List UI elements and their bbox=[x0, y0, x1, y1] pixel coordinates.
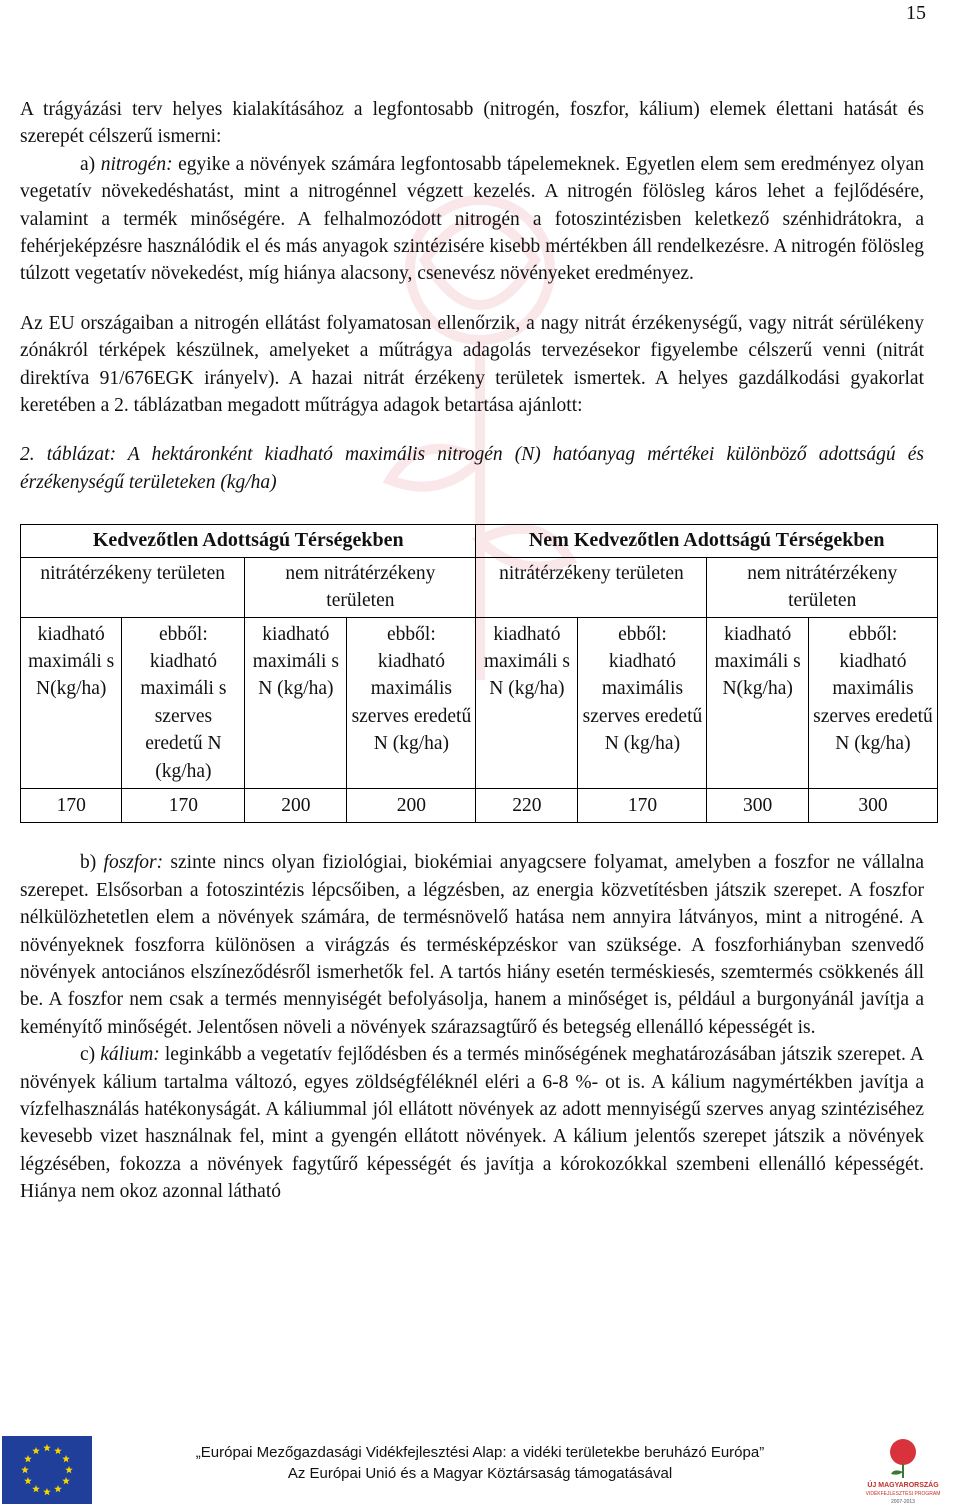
table-column-header: ebből: kiadható maximális szerves eredetű N (kg/ha) bbox=[578, 617, 707, 788]
footer-line-1: „Európai Mezőgazdasági Vidékfejlesztési Alap: a vidéki területekbe beruházó Európa” bbox=[195, 1444, 765, 1461]
table-column-header: kiadható maximáli s N(kg/ha) bbox=[707, 617, 808, 788]
table-cell: 300 bbox=[707, 788, 808, 822]
table-cell: 220 bbox=[476, 788, 578, 822]
page-number: 15 bbox=[906, 2, 926, 24]
uj-magyarorszag-logo bbox=[850, 1434, 956, 1506]
potassium-term: kálium: bbox=[100, 1044, 160, 1066]
table-group-header: Nem Kedvezőtlen Adottságú Térségekben bbox=[476, 525, 938, 557]
phosphorus-text: szinte nincs olyan fiziológiai, biokémiai anyagcsere folyamat, amelyben a foszfor ne vállalna szerepet. Elsősorban a fotoszintézis lépcsőiben, a légzésben, az energia közvetítésben játszik szerepet. A foszfor nélkülözhetetlen elem a növények számára, de termésnövelő hatása nem annyira látványos, mint a nitrogéné. A növényeknek foszforra különösen a virágzás és termésképzéskor van szüksége. A foszforhiányban szenvedő növények antociános elszíneződésről ismerhetők fel. A tartós hiány esetén terméskiesés, szemtermés csökkenés áll be. A foszfor nem csak a termés mennyiségét befolyásolja, hanem a minőséget is, például a burgonyánál javítja a keményítő minőségét. Jelentősen növeli a növények szárazsagtűrő és betegség ellenálló képességét is. bbox=[20, 852, 925, 1038]
nitrogen-term: nitrogén: bbox=[100, 153, 173, 175]
table-cell: 200 bbox=[245, 788, 347, 822]
potassium-prefix: c) bbox=[80, 1044, 101, 1066]
table-caption: 2. táblázat: A hektáronként kiadható maximális nitrogén (N) hatóanyag mértékei különböző adottságú és érzékenységű területeken (kg/ha) bbox=[20, 444, 924, 493]
table-column-header: kiadható maximáli s N (kg/ha) bbox=[476, 617, 578, 788]
table-cell: 200 bbox=[347, 788, 476, 822]
table-cell: 170 bbox=[578, 788, 707, 822]
table-column-header: ebből: kiadható maximális szerves eredetű N (kg/ha) bbox=[347, 617, 476, 788]
footer-line-2: Az Európai Unió és a Magyar Köztársaság támogatásával bbox=[287, 1465, 673, 1482]
potassium-paragraph bbox=[20, 1041, 924, 1205]
nitrogen-prefix: a) bbox=[80, 153, 101, 175]
intro-paragraph: A trágyázási terv helyes kialakításához a legfontosabb (nitrogén, foszfor, kálium) elemek élettani hatását és szerepét célszerű ismerni: bbox=[20, 99, 924, 148]
page-footer bbox=[0, 1432, 960, 1508]
nitrogen-text: egyike a növények számára legfontosabb tápelemeknek. Egyetlen elem sem eredményez olyan vegetatív növekedéshatást, mint a nitrogénnel végzett kezelés. A nitrogén fölösleg káros lehet a fejlődésére, valamint a termék minőségére. A felhalmozódott nitrogén a fotoszintézisben keletkező szénhidrátokra, a fehérjeképzésre használódik el és más anyagok szintézisére kisebb mértékben áll rendelkezésre. A nitrogén fölösleg túlzott vegetatív növekedést, míg hiánya alacsony, csenevész növényeket eredményez. bbox=[20, 153, 924, 285]
table-column-header: kiadható maximáli s N(kg/ha) bbox=[21, 617, 122, 788]
potassium-text: leginkább a vegetatív fejlődésben és a termés minőségének meghatározásában játszik szerepet. A növények kálium tartalma változó, egyes zöldségféléknél eléri a 6-8 %- ot is. A kálium nagymértékben javítja a vízfelhasználás hatékonyságát. A káliummal jól ellátott növények az adott mennyiségű szerves anyag szintéziséhez kevesebb vizet használnak fel, mint a gyengén ellátott növények. A kálium jelentős szerepet játszik a növények légzésében, fokozza a növények fagytűrő képességét és javítja a kórokozókkal szembeni ellenálló képességét. Hiánya nem okoz azonnal látható bbox=[20, 1044, 925, 1203]
table-group-header: Kedvezőtlen Adottságú Térségekben bbox=[21, 525, 476, 557]
svg-text:2007-2013: 2007-2013 bbox=[891, 1499, 915, 1505]
table-sub-header: nem nitrátérzékeny területen bbox=[707, 557, 938, 617]
nitrogen-paragraph bbox=[20, 151, 924, 288]
phosphorus-term: foszfor: bbox=[103, 852, 164, 874]
document-body bbox=[20, 96, 933, 1206]
table-column-header: ebből: kiadható maximális szerves eredetű N (kg/ha) bbox=[808, 617, 937, 788]
nitrogen-limits-table bbox=[20, 524, 938, 823]
table-column-header: kiadható maximáli s N (kg/ha) bbox=[245, 617, 347, 788]
table-cell: 300 bbox=[808, 788, 937, 822]
table-sub-header: nitrátérzékeny területen bbox=[21, 557, 245, 617]
svg-text:VIDÉKFEJLESZTÉSI PROGRAM: VIDÉKFEJLESZTÉSI PROGRAM bbox=[865, 1491, 941, 1497]
svg-text:ÚJ MAGYARORSZÁG: ÚJ MAGYARORSZÁG bbox=[867, 1482, 939, 1489]
table-cell: 170 bbox=[21, 788, 122, 822]
table-sub-header: nitrátérzékeny területen bbox=[476, 557, 707, 617]
table-cell: 170 bbox=[122, 788, 245, 822]
phosphorus-prefix: b) bbox=[80, 852, 104, 874]
eu-paragraph: Az EU országaiban a nitrogén ellátást folyamatosan ellenőrzik, a nagy nitrát érzékenységű, vagy nitrát sérülékeny zónákról térképek készülnek, amelyeket a műtrágya adagolás tervezésekor figyelembe célszerű venni (nitrát direktíva 91/676EGK irányelv). A hazai nitrát érzékeny területek ismertek. A helyes gazdálkodási gyakorlat keretében a 2. táblázatban megadott műtrágya adagok betartása ajánlott: bbox=[20, 312, 924, 417]
phosphorus-paragraph bbox=[20, 849, 924, 1041]
table-sub-header: nem nitrátérzékeny területen bbox=[245, 557, 476, 617]
table-column-header: ebből: kiadható maximáli s szerves eredetű N (kg/ha) bbox=[122, 617, 245, 788]
